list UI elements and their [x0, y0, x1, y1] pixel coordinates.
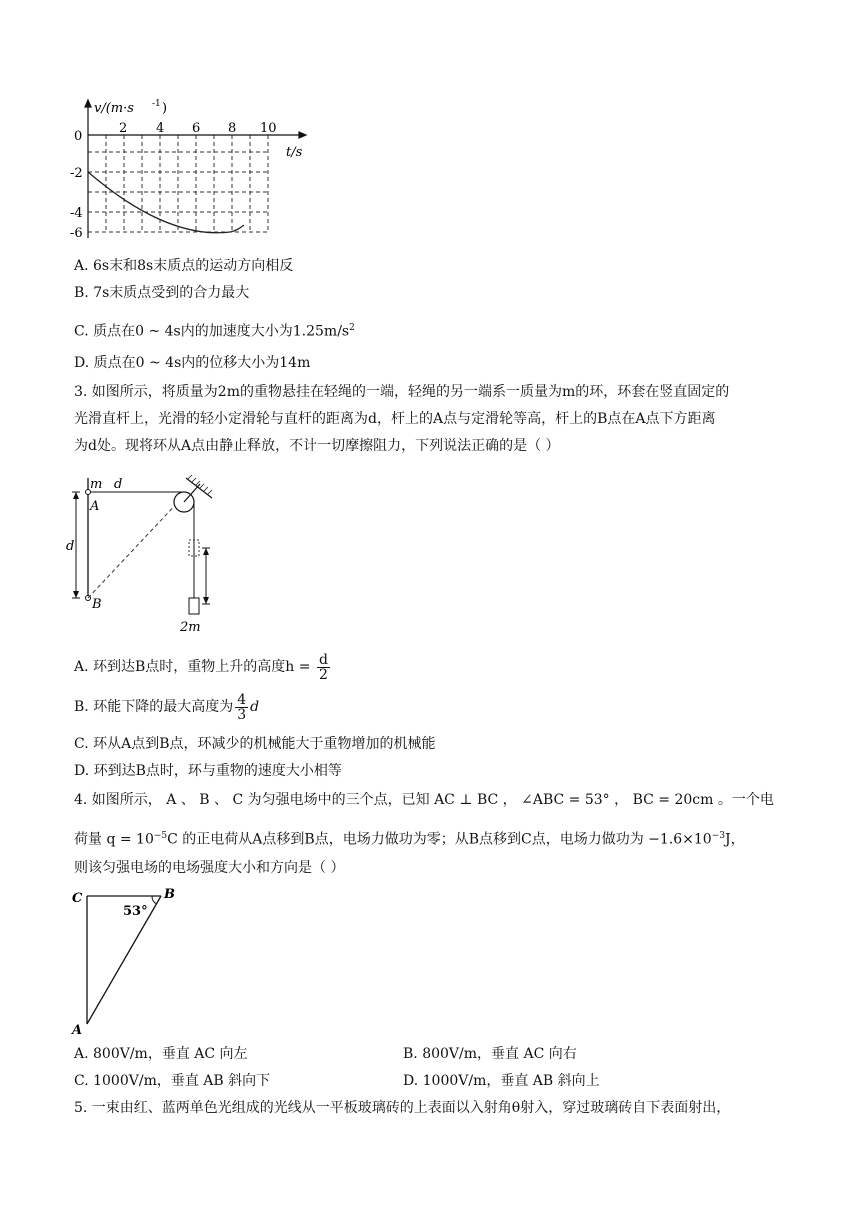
weight-2m	[189, 598, 199, 614]
q3-option-b-var: d	[250, 699, 260, 715]
dashed-rope	[88, 500, 180, 598]
y-axis-arrow-icon	[85, 100, 91, 107]
q3-stem-line2: 光滑直杆上，光滑的轻小定滑轮与直杆的距离为d，杆上的A点与定滑轮等高，杆上的B点在A点下方距离	[74, 411, 716, 427]
label-c: C	[72, 891, 83, 906]
q2-option-c-text: C. 质点在0 ~ 4s内的加速度大小为1.25m/s	[74, 323, 350, 340]
q3-stem-line1: 3. 如图所示，将质量为2m的重物悬挂在轻绳的一端，轻绳的另一端系一质量为m的环，环套在竖直固定的	[74, 384, 730, 400]
q3-option-b-text: B. 环能下降的最大高度为	[74, 699, 234, 715]
frac-num: d	[318, 651, 328, 668]
pulley-ring-figure	[66, 468, 226, 638]
q4-stem-line2	[74, 826, 745, 850]
q4-option-d: D. 1000V/m，垂直 AB 斜向上	[403, 1073, 600, 1089]
q3-option-d: D. 环到达B点时，环与重物的速度大小相等	[74, 763, 342, 779]
label-d-left: d	[66, 539, 75, 554]
q2-option-c	[74, 318, 355, 342]
x-tick-4: 4	[156, 121, 165, 136]
q3-option-a	[74, 652, 332, 682]
q2-option-d: D. 质点在0 ~ 4s内的位移大小为14m	[74, 355, 311, 371]
label-d-top: d	[114, 477, 123, 492]
q4-stem-line3: 则该匀强电场的电场强度大小和方向是（ ）	[74, 860, 345, 876]
q5-stem-line1: 5. 一束由红、蓝两单色光组成的光线从一平板玻璃砖的上表面以入射角θ射入，穿过玻璃砖自下表面射出，	[74, 1100, 731, 1116]
y-tick-0: 0	[74, 129, 83, 144]
q4-line2-a: 荷量 q = 10	[74, 831, 154, 848]
label-b: B	[92, 597, 102, 612]
q3-option-b-fraction	[235, 693, 248, 722]
q4-line2-b: C 的正电荷从A点移到B点，电场力做功为零；从B点移到C点，电场力做功为 −1.6×10	[167, 831, 712, 848]
q4-line2-sup2: −3	[711, 831, 725, 841]
graph-grid	[88, 135, 268, 232]
y-axis-label-close: )	[162, 101, 168, 116]
y-tick-neg6: -6	[70, 226, 83, 241]
frac-num: 4	[237, 691, 247, 708]
x-tick-10: 10	[260, 121, 277, 136]
q4-stem-line1: 4. 如图所示， A 、 B 、 C 为匀强电场中的三个点，已知 AC ⊥ BC ， ∠ABC = 53° ， BC = 20cm 。一个电	[74, 792, 774, 808]
q2-option-a: A. 6s末和8s末质点的运动方向相反	[74, 258, 294, 274]
y-axis-label-sup: -1	[152, 99, 161, 109]
frac-den: 3	[237, 706, 247, 723]
label-b: B	[164, 887, 175, 902]
y-axis-label: v/(m·s	[94, 101, 134, 116]
q3-option-a-fraction	[317, 653, 330, 682]
label-m: m	[90, 477, 103, 492]
q2-option-b: B. 7s末质点受到的合力最大	[74, 285, 250, 301]
q4-line2-sup: −5	[153, 831, 168, 841]
label-angle-53: 53°	[123, 904, 148, 919]
q3-stem-line3: 为d处。现将环从A点由静止释放，不计一切摩擦阻力，下列说法正确的是（ ）	[74, 438, 560, 454]
q4-option-a: A. 800V/m，垂直 AC 向左	[74, 1046, 248, 1062]
triangle-abc-figure	[70, 884, 190, 1040]
q4-option-b: B. 800V/m，垂直 AC 向右	[403, 1046, 577, 1062]
label-2m: 2m	[180, 620, 201, 635]
angle-arc	[152, 896, 157, 904]
y-tick-neg2: -2	[70, 166, 83, 181]
x-tick-6: 6	[192, 121, 201, 136]
frac-den: 2	[318, 666, 328, 683]
label-a: A	[72, 1023, 83, 1038]
x-axis-arrow-icon	[299, 132, 306, 138]
q3-option-c: C. 环从A点到B点，环减少的机械能大于重物增加的机械能	[74, 736, 436, 752]
velocity-curve	[88, 172, 244, 233]
q4-line2-c: J，	[724, 831, 745, 848]
x-tick-2: 2	[119, 121, 128, 136]
q2-option-c-sup: 2	[349, 323, 355, 333]
q4-option-c: C. 1000V/m，垂直 AB 斜向下	[74, 1073, 271, 1089]
x-tick-8: 8	[228, 121, 237, 136]
y-tick-neg4: -4	[70, 206, 83, 221]
q3-option-a-text: A. 环到达B点时，重物上升的高度h =	[74, 659, 311, 675]
velocity-time-graph	[70, 98, 310, 248]
x-axis-label: t/s	[286, 145, 303, 160]
q3-option-b	[74, 692, 259, 722]
label-a: A	[90, 499, 100, 514]
